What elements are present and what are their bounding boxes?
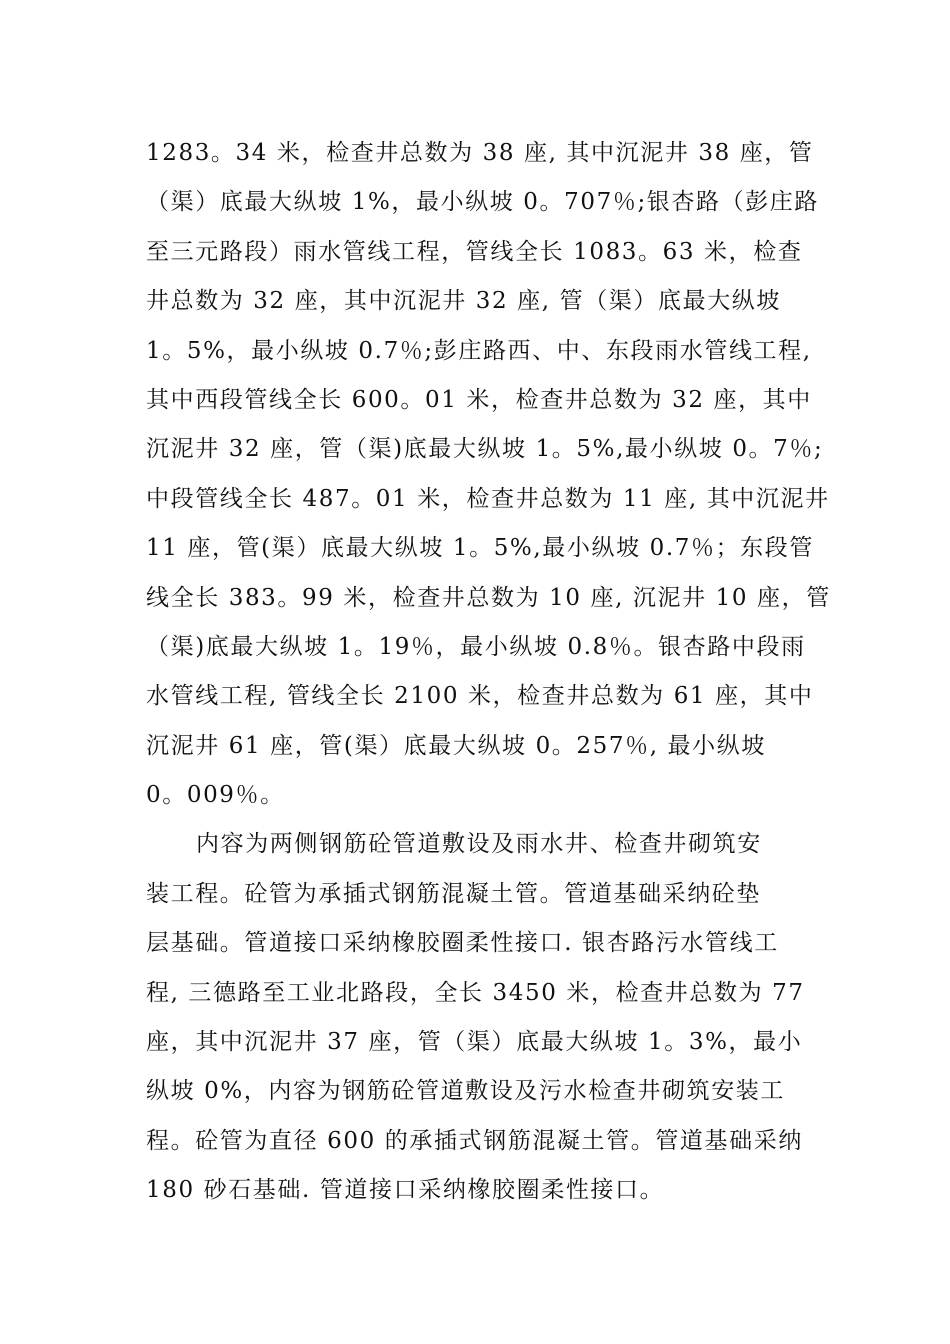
- text-line: 座，其中沉泥井 37 座，管（渠）底最大纵坡 1。3%，最小: [146, 1029, 803, 1056]
- text-line: 11 座，管(渠）底最大纵坡 1。5%,最小纵坡 0.7％；东段管: [146, 535, 814, 562]
- text-line-indented: 内容为两侧钢筋砼管道敷设及雨水井、检查井砌筑安: [196, 831, 762, 858]
- text-line: 1283。34 米，检查井总数为 38 座, 其中沉泥井 38 座，管: [146, 140, 814, 166]
- text-line: 其中西段管线全长 600。01 米，检查井总数为 32 座，其中: [146, 386, 812, 413]
- text-line: 水管线工程, 管线全长 2100 米，检查井总数为 61 座，其中: [146, 683, 814, 710]
- text-line: 沉泥井 32 座，管（渠)底最大纵坡 1。5%,最小纵坡 0。7％;: [146, 436, 824, 463]
- text-line: 1。5%，最小纵坡 0.7％;彭庄路西、中、东段雨水管线工程,: [146, 337, 812, 364]
- text-line: 纵坡 0%，内容为钢筋砼管道敷设及污水检查井砌筑安装工: [146, 1078, 785, 1105]
- text-line: 程。砼管为直径 600 的承插式钢筋混凝土管。管道基础采纳: [146, 1127, 803, 1154]
- text-line: 线全长 383。99 米，检查井总数为 10 座, 沉泥井 10 座，管: [146, 584, 831, 611]
- text-line: 180 砂石基础. 管道接口采纳橡胶圈柔性接口。: [146, 1177, 665, 1204]
- text-line: 至三元路段）雨水管线工程，管线全长 1083。63 米，检查: [146, 238, 803, 265]
- text-line: 装工程。砼管为承插式钢筋混凝土管。管道基础采纳砼垫: [146, 880, 761, 907]
- text-line: （渠)底最大纵坡 1。19％，最小纵坡 0.8％。银杏路中段雨: [146, 633, 806, 660]
- text-line: 沉泥井 61 座，管(渠）底最大纵坡 0。257％, 最小纵坡: [146, 732, 766, 759]
- text-line: 程, 三德路至工业北路段，全长 3450 米，检查井总数为 77: [146, 979, 805, 1006]
- document-body: [146, 129, 831, 1216]
- text-line: 中段管线全长 487。01 米，检查井总数为 11 座, 其中沉泥井: [146, 485, 830, 512]
- text-line: 0。009％。: [146, 782, 285, 809]
- text-line: 层基础。管道接口采纳橡胶圈柔性接口. 银杏路污水管线工: [146, 930, 779, 957]
- text-line: （渠）底最大纵坡 1%，最小纵坡 0。707％;银杏路（彭庄路: [146, 189, 819, 216]
- text-line: 井总数为 32 座，其中沉泥井 32 座, 管（渠）底最大纵坡: [146, 288, 781, 315]
